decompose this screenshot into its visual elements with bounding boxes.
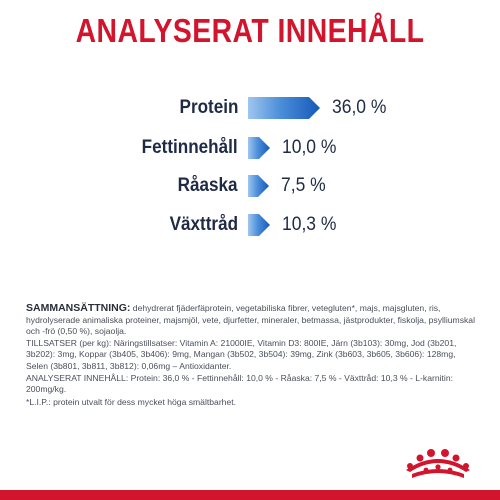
brand-bottom-bar — [0, 490, 500, 500]
nutrient-label: Fettinnehåll — [142, 137, 238, 158]
nutrient-value: 10,3 % — [282, 214, 337, 235]
nutrient-label: Växttråd — [169, 214, 238, 235]
composition-analysis: ANALYSERAT INNEHÅLL: Protein: 36,0 % - Fettinnehåll: 10,0 % - Råaska: 7,5 % - Växttråd: 10,3 % - L-karnitin: 200mg/kg. — [26, 372, 454, 395]
nutrient-row — [0, 95, 500, 121]
nutrient-row — [0, 212, 500, 238]
nutrient-value: 36,0 % — [332, 97, 387, 118]
nutrient-value: 7,5 % — [281, 175, 326, 196]
nutrient-label: Protein — [179, 97, 238, 118]
composition-ingredients — [26, 303, 478, 338]
footnote: *L.I.P.: protein utvalt för dess mycket höga smältbarhet. — [26, 397, 237, 407]
nutrient-row — [0, 135, 500, 161]
royal-canin-crown-logo-icon — [400, 436, 476, 480]
nutrient-row — [0, 173, 500, 199]
nutrient-arrow-bar — [248, 137, 270, 159]
nutrient-arrow-bar — [248, 97, 320, 119]
nutrient-label: Råaska — [178, 175, 238, 196]
composition-section — [26, 303, 478, 396]
composition-heading: SAMMANSÄTTNING: — [26, 302, 131, 314]
composition-ingredients-text: dehydrerat fjäderfäprotein, vegetabiliska fibrer, vetegluten*, majs, majsgluten, ris, hydrolyserade animaliska proteiner, majsmjöl, vete, djurfetter, mineraler, betmassa, jästprodukter, fiskolja, psylliumskal och -frö (0,50 %), sojaolja. — [26, 303, 475, 337]
page-title: ANALYSERAT INNEHÅLL — [75, 12, 425, 49]
nutrient-arrow-bar — [248, 214, 270, 236]
nutrient-value: 10,0 % — [282, 137, 337, 158]
composition-additives: TILLSATSER (per kg): Näringstillsatser: Vitamin A: 21000IE, Vitamin D3: 800IE, Järn (3b103): 30mg, Jod (3b201, 3b202): 3mg, Koppar (3b405, 3b406): 9mg, Mangan (3b502, 3b504): 39mg, Zink (3b603, 3b605, 3b606): 128mg, Selen (3b801, 3b811, 3b812): 0,06mg – Antioxidanter. — [26, 337, 457, 371]
nutrient-arrow-bar — [248, 175, 269, 197]
